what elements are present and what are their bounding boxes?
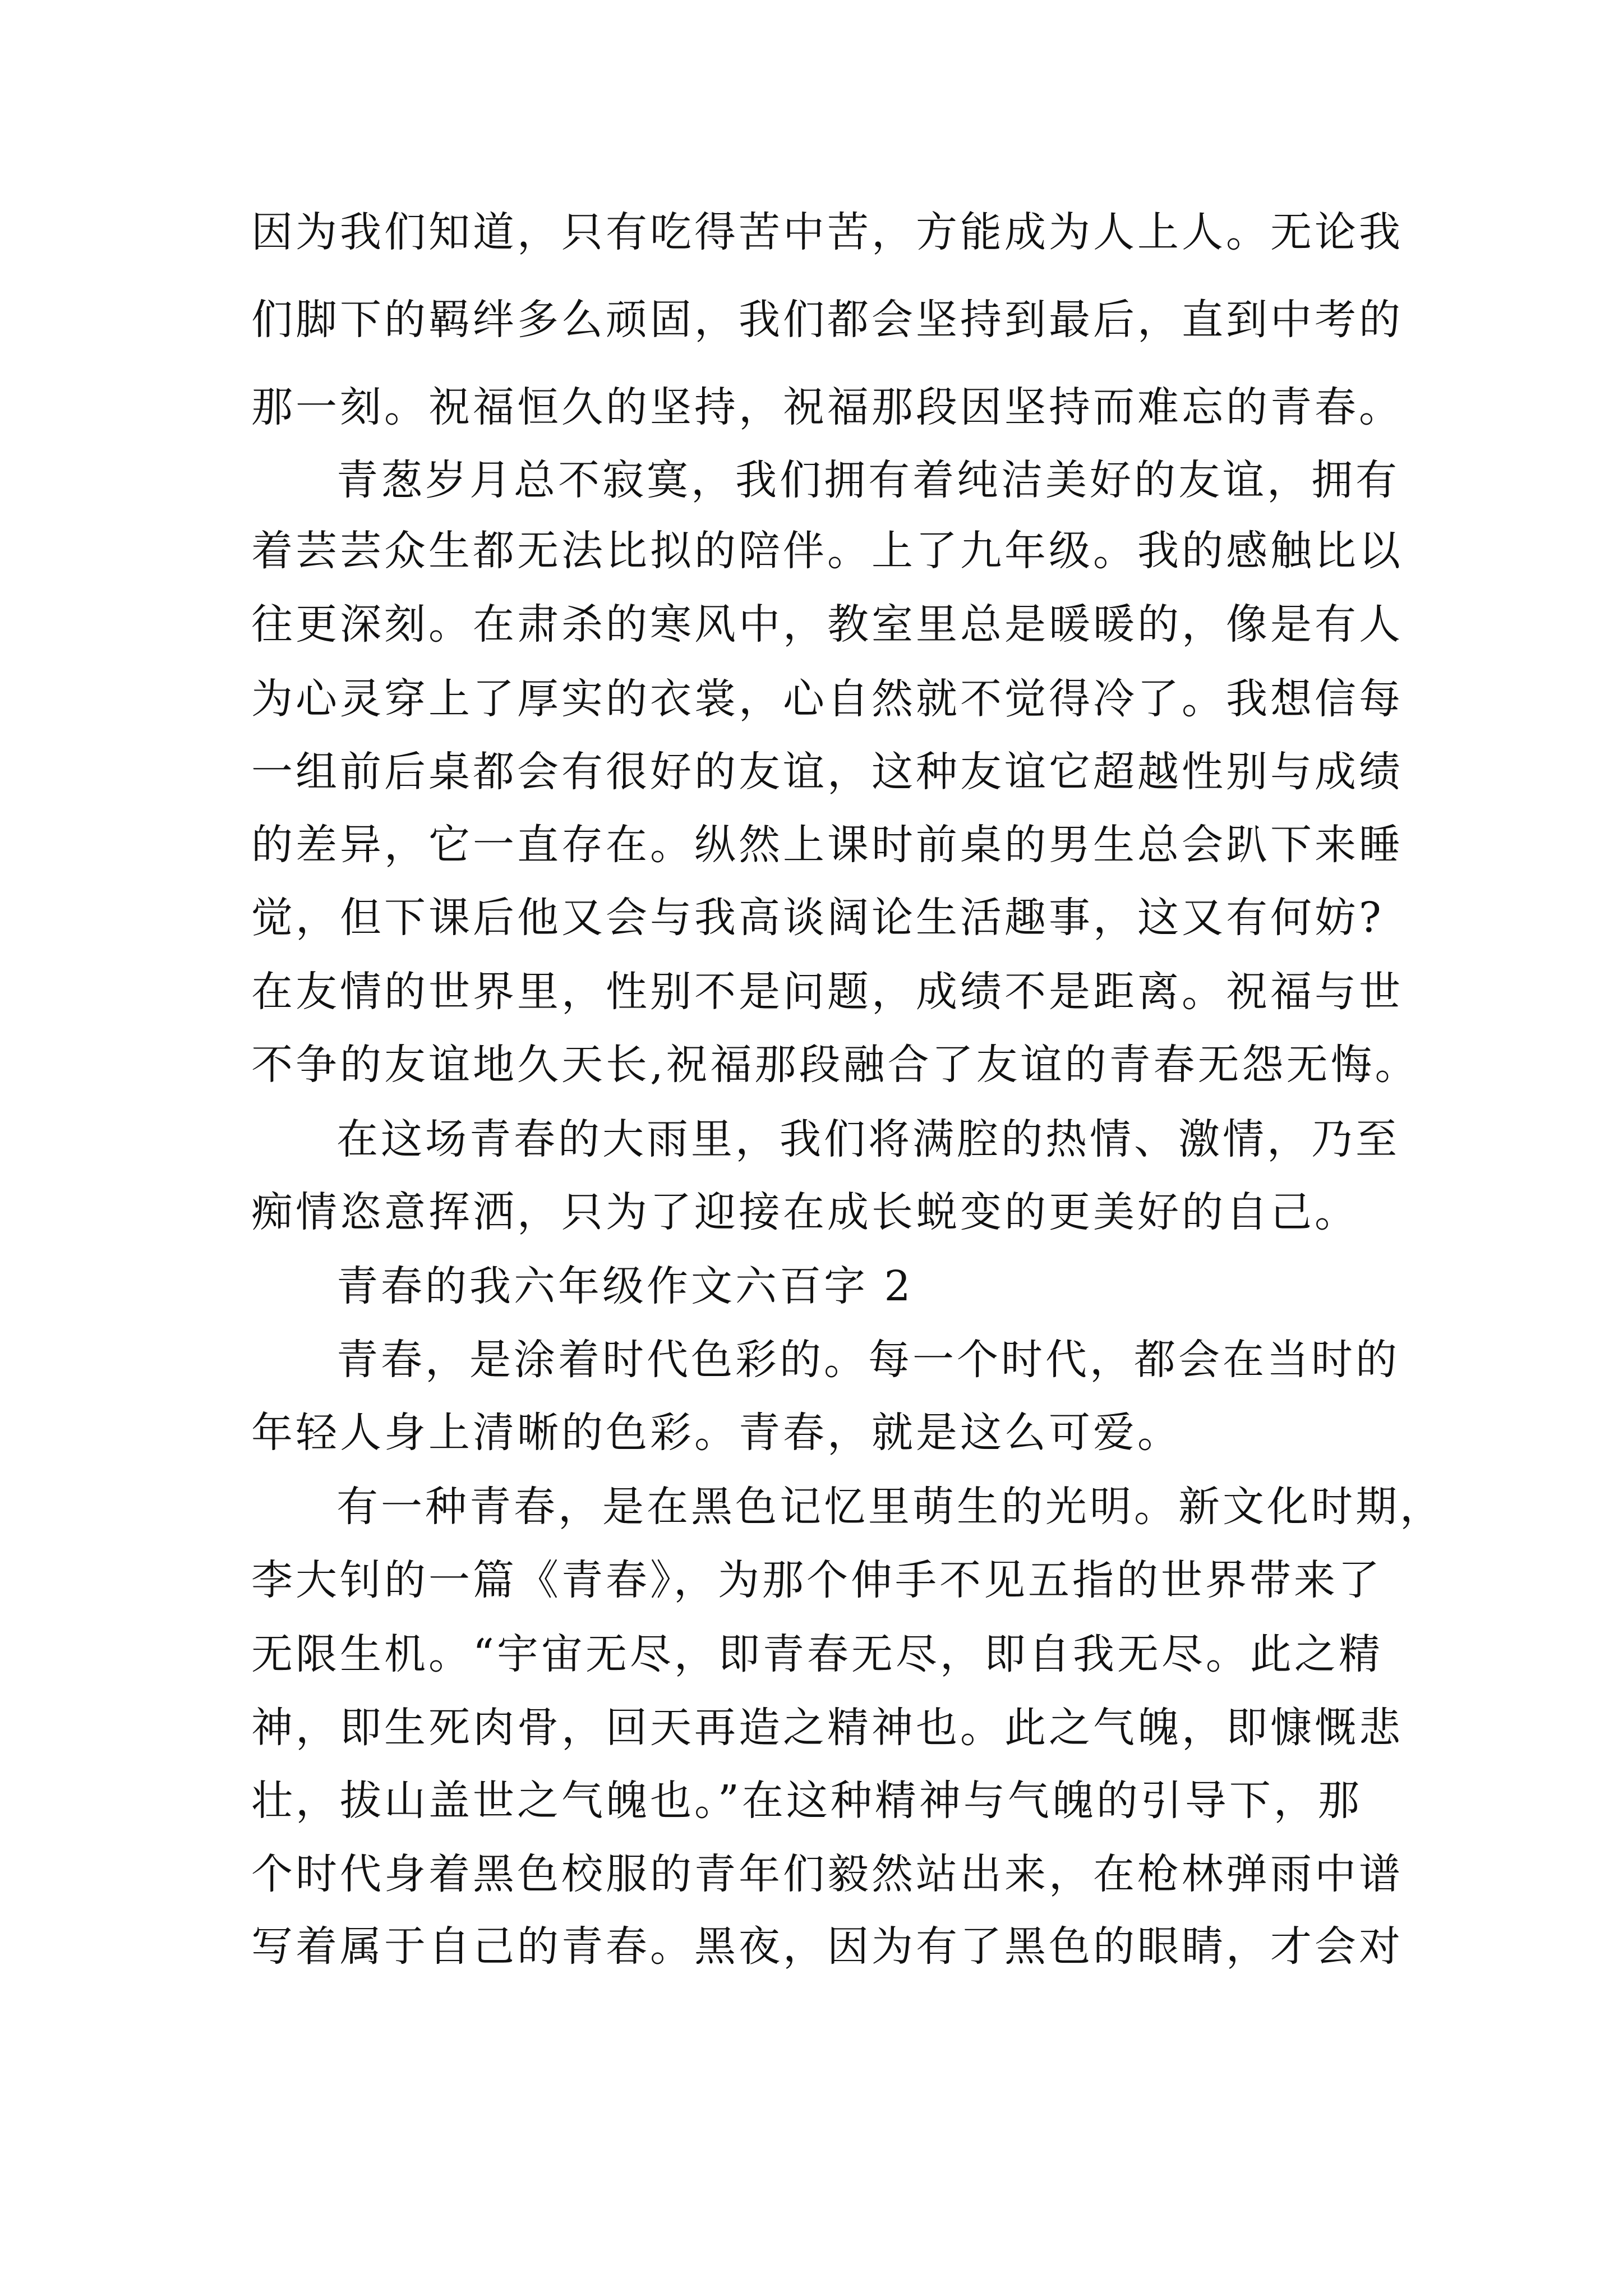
text-line: 神，即生死肉骨，回天再造之精神也。此之气魄，即慷慨悲 <box>251 1704 1403 1752</box>
text-line: 着芸芸众生都无法比拟的陪伴。上了九年级。我的感触比以 <box>251 527 1403 575</box>
paragraph-first-line: 青春，是涂着时代色彩的。每一个时代，都会在当时的 <box>336 1336 1400 1384</box>
paragraph-first-line: 青葱岁月总不寂寞，我们拥有着纯洁美好的友谊，拥有 <box>336 456 1400 504</box>
text-line: 写着属于自己的青春。黑夜，因为有了黑色的眼睛，才会对 <box>251 1922 1403 1971</box>
text-line: 的差异，它一直存在。纵然上课时前桌的男生总会趴下来睡 <box>251 821 1403 869</box>
text-line: 往更深刻。在肃杀的寒风中，教室里总是暖暖的，像是有人 <box>251 600 1403 648</box>
text-line: 为心灵穿上了厚实的衣裳，心自然就不觉得冷了。我想信每 <box>251 675 1403 723</box>
text-line: 那一刻。祝福恒久的坚持，祝福那段因坚持而难忘的青春。 <box>251 383 1403 431</box>
text-line: 因为我们知道，只有吃得苦中苦，方能成为人上人。无论我 <box>251 208 1403 256</box>
text-line: 李大钊的一篇《青春》，为那个伸手不见五指的世界带来了 <box>251 1556 1382 1604</box>
text-line: 一组前后桌都会有很好的友谊，这种友谊它超越性别与成绩 <box>251 748 1403 796</box>
text-line: 们脚下的羁绊多么顽固，我们都会坚持到最后，直到中考的 <box>251 296 1403 344</box>
text-line: 无限生机。“宇宙无尽，即青春无尽，即自我无尽。此之精 <box>251 1630 1383 1678</box>
section-heading: 青春的我六年级作文六百字 2 <box>336 1262 914 1310</box>
paragraph-first-line: 有一种青春，是在黑色记忆里萌生的光明。新文化时期， <box>336 1483 1444 1531</box>
paragraph-first-line: 在这场青春的大雨里，我们将满腔的热情、激情，乃至 <box>336 1115 1400 1163</box>
text-line: 在友情的世界里，性别不是问题，成绩不是距离。祝福与世 <box>251 968 1403 1016</box>
text-line: 痴情恣意挥洒，只为了迎接在成长蜕变的更美好的自己。 <box>251 1188 1359 1236</box>
text-line: 觉，但下课后他又会与我高谈阔论生活趣事，这又有何妨? <box>251 894 1384 942</box>
text-line: 不争的友谊地久天长,祝福那段融合了友谊的青春无怨无悔。 <box>251 1041 1419 1089</box>
text-line: 年轻人身上清晰的色彩。青春，就是这么可爱。 <box>251 1409 1182 1457</box>
text-line: 壮，拔山盖世之气魄也。”在这种精神与气魄的引导下，那 <box>251 1777 1362 1825</box>
text-line: 个时代身着黑色校服的青年们毅然站出来，在枪林弹雨中谱 <box>251 1850 1403 1898</box>
